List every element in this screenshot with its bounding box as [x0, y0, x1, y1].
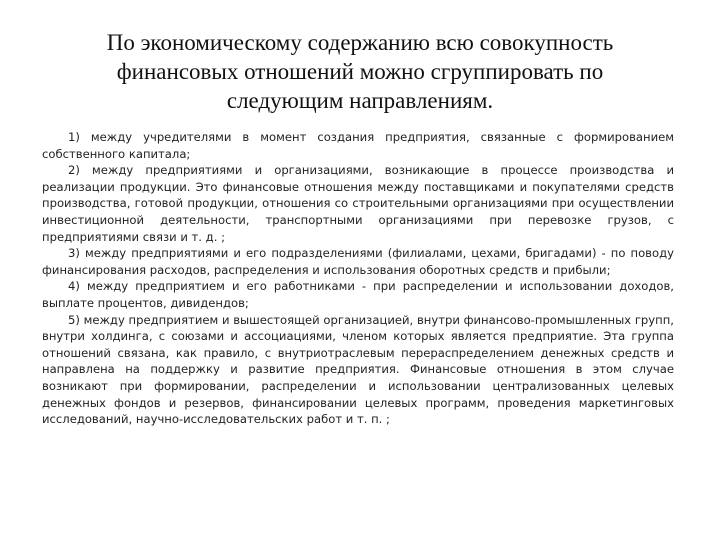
list-item: 1) между учредителями в момент создания предприятия, связанные с формированием собственного капитала;: [42, 130, 674, 161]
slide-title: По экономическому содержанию всю совокупность финансовых отношений можно сгруппировать по следующим направлениям.: [106, 30, 614, 113]
list-item: 5) между предприятием и вышестоящей организацией, внутри финансово-промышленных групп, внутри холдинга, с союзами и ассоциациями, членом которых является предприятие. Эта группа отношений связана, как правило, с внутриотраслевым перераспределением денежных средств и направлена на поддержку и развитие предприятия. Финансовые отношения в этом случае возникают при формировании, распределении и использовании централизованных целевых денежных фондов и резервов, финансировании целевых программ, проведения маркетинговых исследований, научно-исследовательских работ и т. п. ;: [42, 312, 674, 427]
list-item: 2) между предприятиями и организациями, возникающие в процессе производства и реализации продукции. Это финансовые отношения между поставщиками и покупателями средств производства, готовой продукции, отношения со строительными организациями при осуществлении инвестиционной деятельности, транспортными организациями при перевозке грузов, с предприятиями связи и т. д. ;: [42, 163, 674, 244]
list-item: 3) между предприятиями и его подразделениями (филиалами, цехами, бригадами) - по поводу финансирования расходов, распределения и использования оборотных средств и прибыли;: [42, 246, 674, 277]
slide-body: [42, 129, 674, 428]
list-item: 4) между предприятием и его работниками - при распределении и использовании доходов, выплате процентов, дивидендов;: [42, 279, 674, 310]
